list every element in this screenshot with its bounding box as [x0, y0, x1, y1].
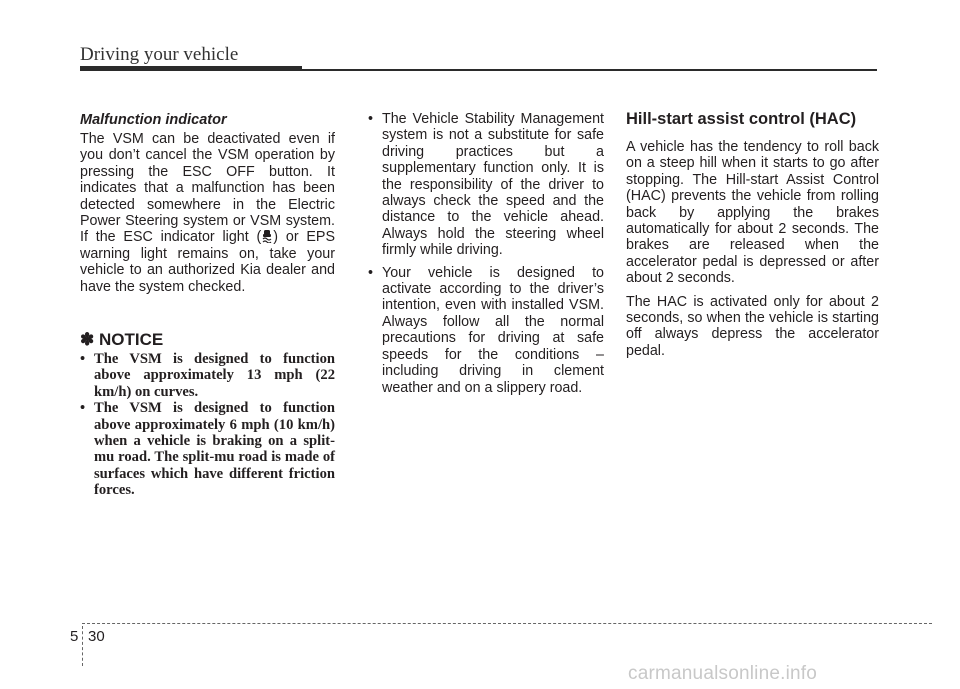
header-title: Driving your vehicle [80, 44, 239, 65]
notice-list [80, 351, 335, 499]
notice-item: • The VSM is designed to function above approximately 6 mph (10 km/h) when a vehicle is braking on a split-mu road. The split-mu road is made of surfaces which have different friction forces. [80, 400, 335, 499]
hac-paragraph-1: A vehicle has the tendency to roll back on a steep hill when it starts to go after stopping. The Hill-start Assist Control (HAC) prevents the vehicle from rolling back by applying the brakes automatically for about 2 seconds. The brakes are released when the accelerator pedal is depressed or after about 2 seconds. [626, 139, 879, 287]
column-3 [626, 139, 879, 359]
header-rule-thin [302, 69, 877, 71]
footer-rule [82, 623, 932, 624]
caution-item: • Your vehicle is designed to activate according to the driver’s intention, even with installed VSM. Always follow all the normal precautions for driving at safe speeds for the conditions – including driving in clement weather and on a slippery road. [368, 264, 604, 396]
column-2 [368, 111, 604, 396]
hac-paragraph-2: The HAC is activated only for about 2 seconds, so when the vehicle is starting off always depress the accelerator pedal. [626, 293, 879, 359]
notice-item: • The VSM is designed to function above approximately 13 mph (22 km/h) on curves. [80, 351, 335, 400]
footer-divider [82, 626, 83, 666]
malfunction-text-a: The VSM can be deactivated even if you don’t cancel the VSM operation by pressing the ESC OFF button. It indicates that a malfunction has been detected somewhere in the Electric Power Steering system or VSM system. If the ESC indicator light ( [80, 131, 335, 246]
column-1 [80, 131, 335, 295]
hac-heading: Hill-start assist control (HAC) [626, 110, 857, 128]
watermark-text: carmanualsonline.info [628, 663, 818, 684]
header-rule-thick [80, 66, 302, 71]
malfunction-paragraph [80, 131, 335, 295]
malfunction-subhead: Malfunction indicator [80, 112, 227, 128]
notice-heading [80, 330, 163, 350]
esc-indicator-icon [261, 229, 273, 243]
caution-item: • The Vehicle Stability Management system is not a substitute for safe driving practices but a supplementary function only. It is the responsibility of the driver to always check the speed and the distance to the vehicle ahead. Always hold the steering wheel firmly while driving. [368, 111, 604, 259]
notice-symbol: ✽ [80, 330, 95, 349]
page-number: 30 [88, 628, 105, 645]
chapter-number: 5 [70, 628, 79, 645]
malfunction-text-b: ) or EPS warning light remains on, take your vehicle to an authorized Kia dealer and have the system checked. [80, 229, 335, 295]
notice-title: NOTICE [98, 330, 164, 349]
